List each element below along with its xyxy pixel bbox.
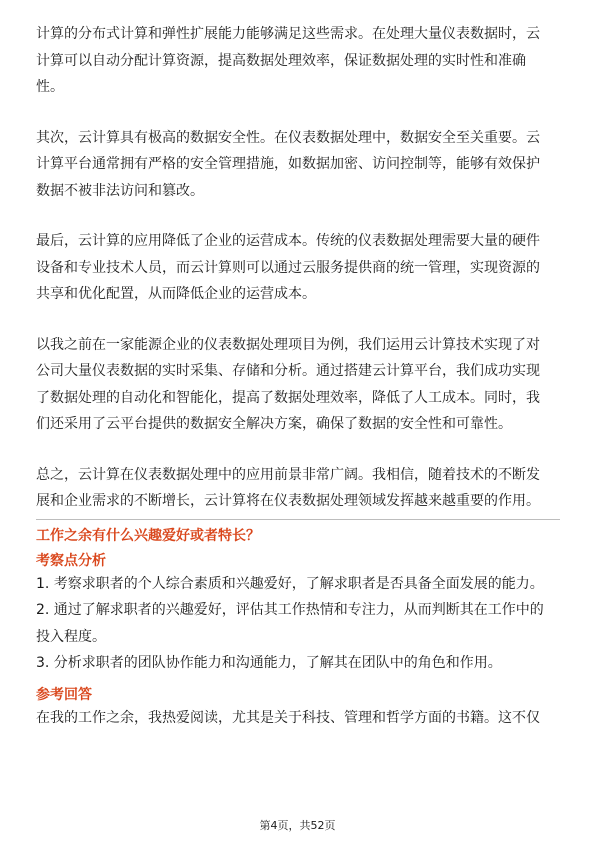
paragraph — [36, 21, 560, 101]
paragraph — [36, 228, 560, 308]
paragraph — [36, 332, 560, 438]
paragraph — [36, 650, 560, 677]
answer-line: 在我的工作之余，我热爱阅读，尤其是关于科技、管理和哲学方面的书籍。这不仅 — [36, 709, 540, 726]
question-title: 工作之余有什么兴趣爱好或者特长？ — [36, 527, 260, 544]
body-paragraphs — [36, 21, 560, 515]
text-line: 2. 通过了解求职者的兴趣爱好，评估其工作热情和专注力，从而判断其在工作中的 — [36, 602, 544, 618]
text-line: 性。 — [36, 79, 64, 95]
text-line: 公司大量仪表数据的实时采集、存储和分析。通过搭建云计算平台，我们成功实现 — [36, 363, 540, 379]
text-line: 展和企业需求的不断增长，云计算将在仪表数据处理领域发挥越来越重要的作用。 — [36, 493, 540, 509]
page-content — [36, 21, 560, 731]
text-line: 了数据处理的自动化和智能化，提高了数据处理效率，降低了人工成本。同时，我 — [36, 389, 540, 406]
text-line: 计算平台通常拥有严格的安全管理措施，如数据加密、访问控制等，能够有效保护 — [36, 156, 540, 172]
text-line: 计算可以自动分配计算资源，提高数据处理效率，保证数据处理的实时性和准确 — [36, 52, 526, 69]
paragraph — [36, 462, 560, 515]
text-line: 计算的分布式计算和弹性扩展能力能够满足这些需求。在处理大量仪表数据时，云 — [36, 26, 540, 42]
text-line: 设备和专业技术人员，而云计算则可以通过云服务提供商的统一管理，实现资源的 — [36, 259, 540, 276]
page-number: 第4页，共52页 — [259, 819, 336, 832]
text-line: 们还采用了云平台提供的数据安全解决方案，确保了数据的安全性和可靠性。 — [36, 416, 512, 432]
text-line: 投入程度。 — [36, 628, 106, 645]
answer-heading: 参考回答 — [36, 686, 92, 703]
answer-text — [36, 705, 560, 732]
paragraph — [36, 125, 560, 205]
text-line: 1. 考察求职者的个人综合素质和兴趣爱好，了解求职者是否具备全面发展的能力。 — [36, 575, 544, 592]
analysis-points — [36, 571, 560, 677]
analysis-heading: 考察点分析 — [36, 552, 106, 569]
paragraph — [36, 597, 560, 650]
text-line: 共享和优化配置，从而降低企业的运营成本。 — [36, 286, 316, 302]
section-divider — [36, 519, 560, 520]
text-line: 数据不被非法访问和篡改。 — [36, 182, 204, 199]
text-line: 3. 分析求职者的团队协作能力和沟通能力，了解其在团队中的角色和作用。 — [36, 655, 502, 671]
text-line: 最后，云计算的应用降低了企业的运营成本。传统的仪表数据处理需要大量的硬件 — [36, 233, 540, 249]
text-line: 总之，云计算在仪表数据处理中的应用前景非常广阔。我相信，随着技术的不断发 — [36, 466, 540, 483]
paragraph — [36, 571, 560, 598]
text-line: 其次，云计算具有极高的数据安全性。在仪表数据处理中，数据安全至关重要。云 — [36, 129, 540, 146]
text-line: 以我之前在一家能源企业的仪表数据处理项目为例，我们运用云计算技术实现了对 — [36, 336, 540, 353]
